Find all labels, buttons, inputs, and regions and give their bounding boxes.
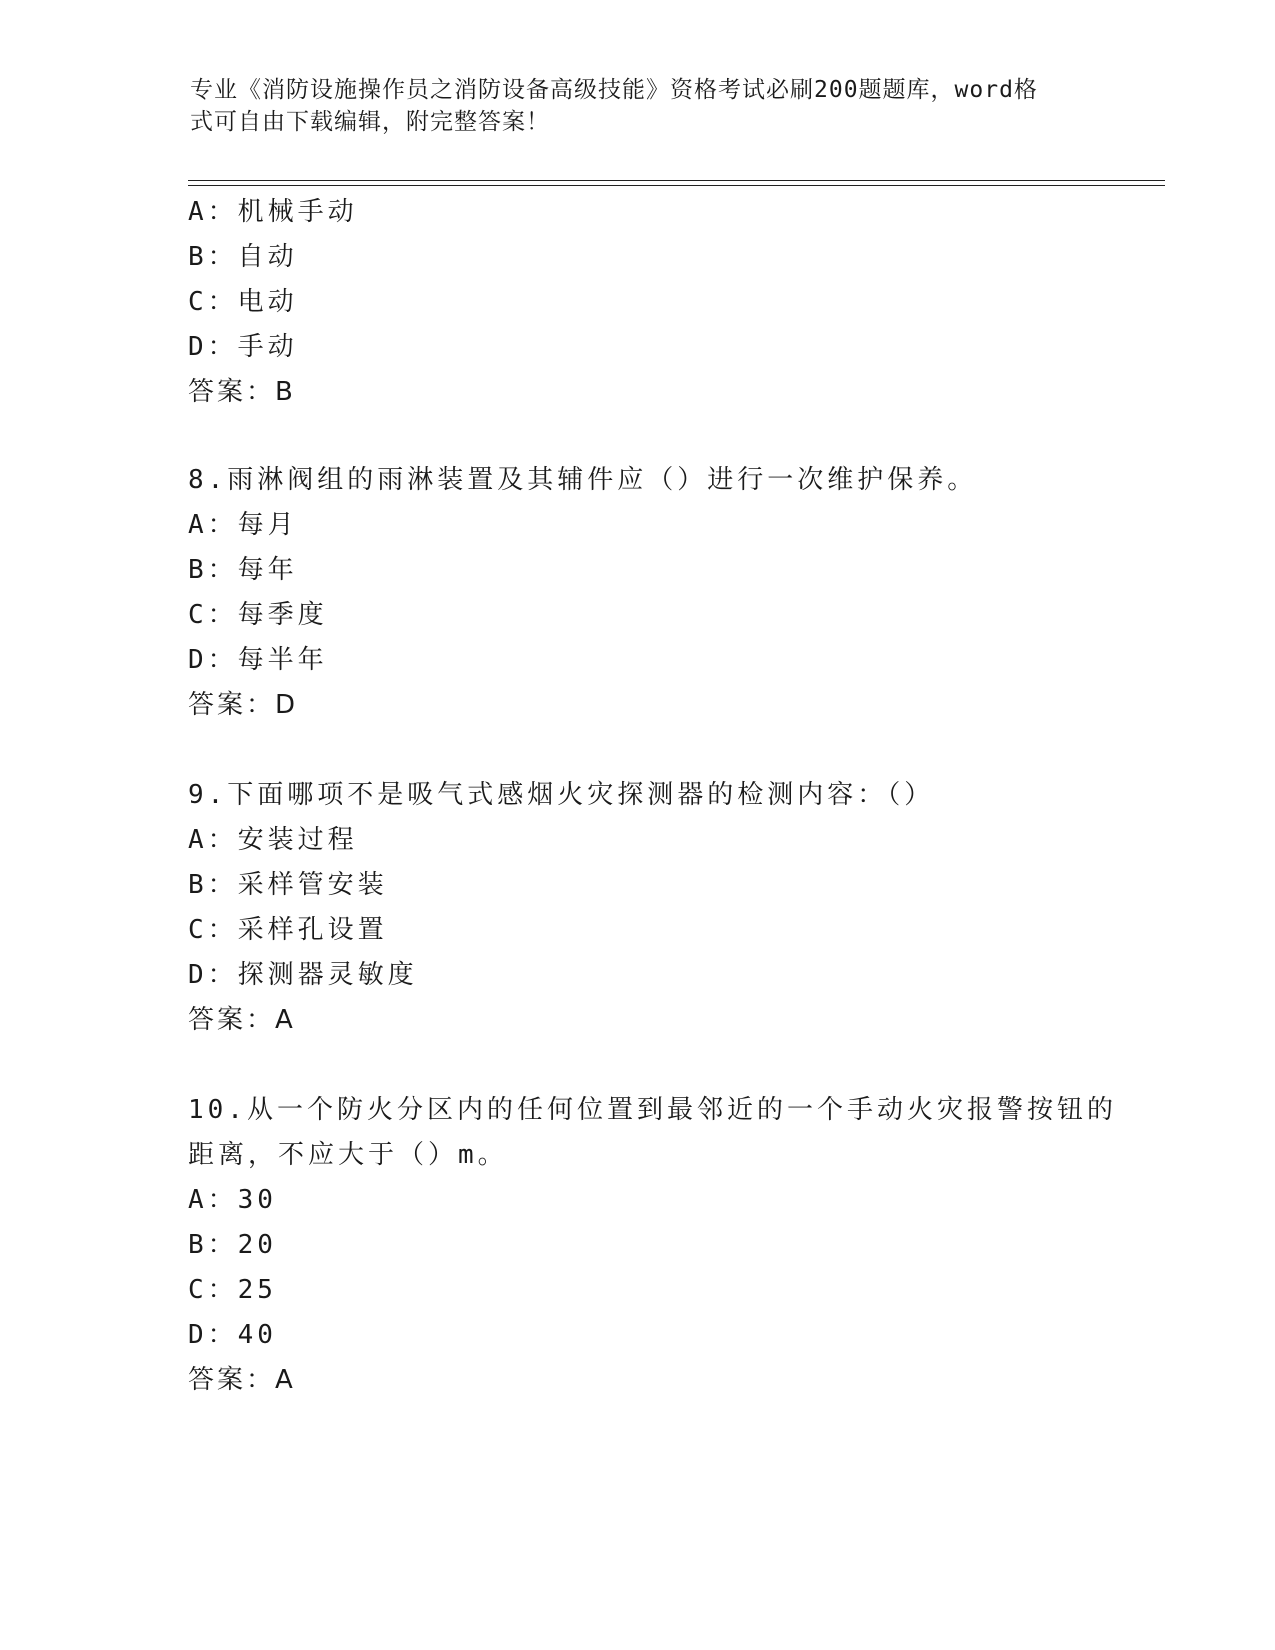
prev-option-d: D：手动 xyxy=(188,332,298,362)
question-9-option-d: D：探测器灵敏度 xyxy=(188,960,418,990)
question-8-text: 8.雨淋阀组的雨淋装置及其辅件应（）进行一次维护保养。 xyxy=(188,465,978,495)
prev-option-c: C：电动 xyxy=(188,287,298,317)
prev-option-a: A：机械手动 xyxy=(188,197,358,227)
question-9-option-a: A：安装过程 xyxy=(188,825,358,855)
question-10-option-a: A：30 xyxy=(188,1185,277,1215)
question-8-option-b: B：每年 xyxy=(188,555,298,585)
question-9-option-b: B：采样管安装 xyxy=(188,870,388,900)
question-10-text-line-2: 距离，不应大于（）m。 xyxy=(188,1140,508,1170)
header-divider-top xyxy=(188,180,1165,181)
question-10-option-c: C：25 xyxy=(188,1275,277,1305)
question-8-option-c: C：每季度 xyxy=(188,600,328,630)
question-10-option-b: B：20 xyxy=(188,1230,277,1260)
header-line-2: 式可自由下载编辑，附完整答案！ xyxy=(190,109,550,135)
document-header xyxy=(190,74,1080,138)
prev-answer: 答案：B xyxy=(188,377,296,407)
question-9-answer: 答案：A xyxy=(188,1005,296,1035)
question-8-answer: 答案：D xyxy=(188,690,299,720)
header-divider-bottom xyxy=(188,185,1165,186)
header-line-1: 专业《消防设施操作员之消防设备高级技能》资格考试必刷200题题库，word格 xyxy=(190,77,1038,103)
prev-option-b: B：自动 xyxy=(188,242,298,272)
question-8-option-a: A：每月 xyxy=(188,510,298,540)
question-10-text-line-1: 10.从一个防火分区内的任何位置到最邻近的一个手动火灾报警按钮的 xyxy=(188,1095,1117,1125)
question-10-answer: 答案：A xyxy=(188,1365,296,1395)
question-8-option-d: D：每半年 xyxy=(188,645,328,675)
question-9-text: 9.下面哪项不是吸气式感烟火灾探测器的检测内容：（） xyxy=(188,780,935,810)
question-10-option-d: D：40 xyxy=(188,1320,277,1350)
question-9-option-c: C：采样孔设置 xyxy=(188,915,388,945)
